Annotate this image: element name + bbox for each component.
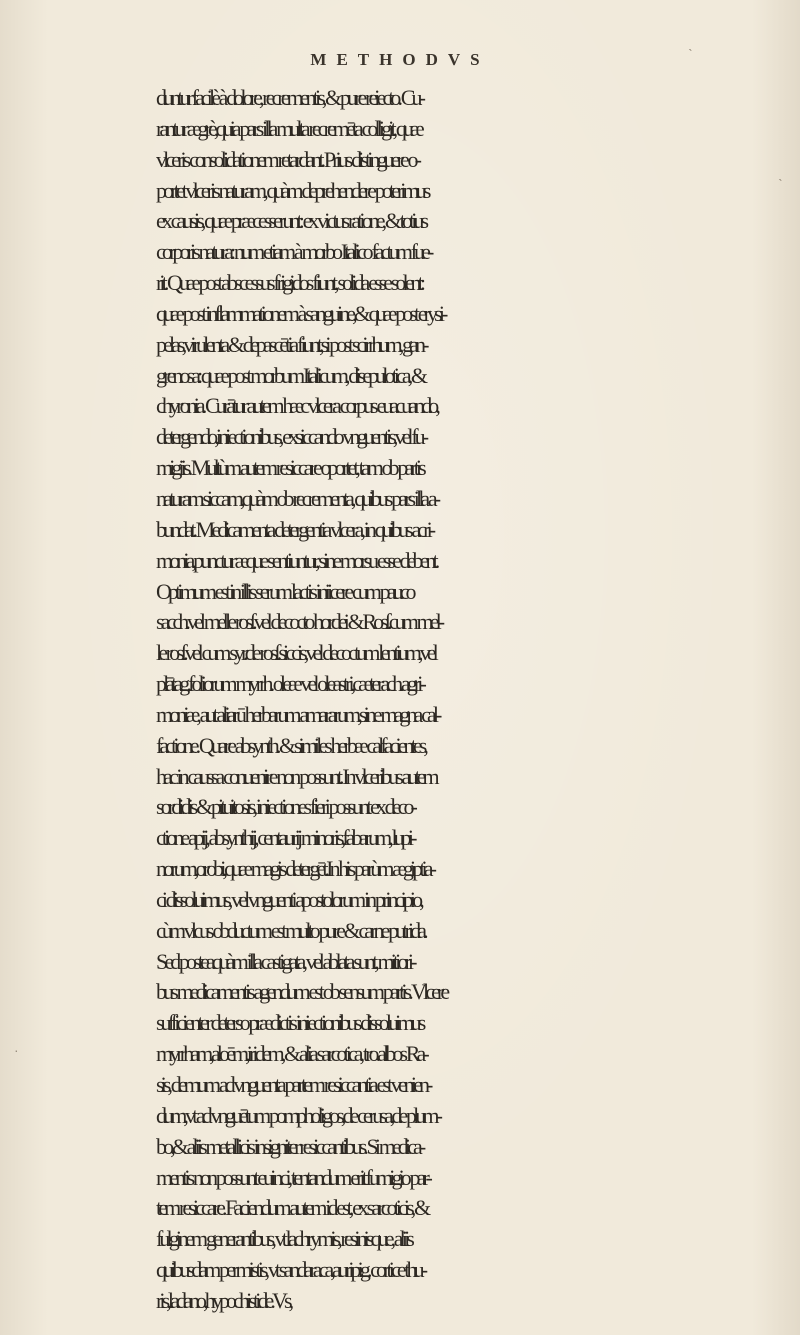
text-line: moniæ, aut aliarū herbarum amararum,sine magna cal- (156, 701, 439, 727)
text-line: monia,punctur æque sentiuntur, sine morsu esse debent. (156, 547, 437, 573)
text-line: hac in caussa conuenire non possunt. In vlceribus autem (156, 763, 436, 789)
text-line: sordidis & pituitosis, iniectiones fieri possunt ex deco- (156, 794, 414, 820)
text-line: dum,vt ad vnguētum pompholigos,de cerusa,de plum- (156, 1102, 440, 1128)
text-line: rit. Quæ post abscessus frigidos fiunt, solida esse solent: (156, 270, 423, 296)
text-line: Sed posteaquàm illa castigata, vel ablata sunt, mitiori- (156, 948, 414, 974)
text-line: le rosſ.vel cum syr.de rosſ.siccis,vel decoctum lentium,vel (156, 640, 435, 666)
text-line: ctione apij, absynthij, centaurij minoris,fabarum, lupi- (156, 825, 414, 851)
text-line: norum,orobi,quæ magis detergēt.In his parùm ægiptia- (156, 856, 434, 882)
text-line: ci dissoluimus, vel vnguenti apostolorum in principio, (156, 886, 421, 912)
text-line: quibusdam permistis, vt sandaraca,auripig. cortice thu- (156, 1257, 425, 1283)
text-line: mentis non possunt euinci, tentandum erit fumigio par- (156, 1164, 429, 1190)
text-line: bundat. Medicamenta detergentia vlcera, in quibus acri- (156, 516, 433, 542)
text-line: chyronia. Curātur autem hæc vlcera corpus euacuando, (156, 393, 438, 419)
text-line: bus medicamentis agendum est ob sensum partis. Vlcere (156, 979, 447, 1005)
text-line: tem resiccare. Faciendum autem id est, ex sarcoticis, & (156, 1195, 428, 1221)
text-line: bo,& aliis metallicis insigniter resiccantibus. Si medica- (156, 1133, 423, 1159)
text-line: corporis natura: num etiam à morbo Italico factum fue- (156, 239, 431, 265)
text-line: myrrham,aloēm,iridem, & alia sarcotica, tro.albos Ra- (156, 1041, 426, 1067)
text-line: portet vlceris naturam, quàm deprehendere poterimus (156, 177, 428, 203)
body-text (156, 83, 796, 1317)
running-head: METHODVS (310, 50, 490, 69)
text-line: vlceris consolidationem retardant. Prius distinguere o- (156, 146, 419, 172)
text-line: pelas,virulenta & depascētia fiunt,si post scirrhum, gan- (156, 331, 426, 357)
text-line: plātag.foliorum myrrh. oleæ vel oleastri,cæterach.agri- (156, 671, 423, 697)
text-line: naturam siccam,quàm ob recrementa, quibus pars illa a- (156, 485, 438, 511)
text-line: sis, demum ad vnguenta partem resiccantia est venien- (156, 1072, 430, 1097)
text-line: ris,ladano,hypochistide.Vs, (156, 1287, 291, 1313)
margin-speck: · (14, 1042, 19, 1058)
text-line: Optimum est in illis serum lactis iniicere cum pauco (156, 578, 413, 604)
margin-speck: ˴ (688, 40, 693, 56)
text-line: cùm vlcus obductum est multo pure & carne putrida. (156, 917, 425, 943)
text-line: migiis. Multùm autem resiccare oportet, tam ob partis (156, 455, 423, 481)
text-line: rantur ægrè,quia pars illa multa recremēta colligit, quæ (156, 115, 421, 141)
text-line: detergendo,iniectionibus, exsiccando vnguentis,vel fu- (156, 424, 426, 450)
text-line: duntur facilè à dolore, recrementis, & pure reiecto. Cu- (156, 85, 423, 110)
text-line: factione. Quare absynth. & similes herbæ calfacientes, (156, 732, 425, 758)
text-line: quæ post inflammationem à sanguine,& quæ post erysi- (156, 300, 445, 326)
margin-speck: ˴ (778, 170, 783, 186)
text-line: sacch.vel melle rosſ.vel decocto hordei & Rosſ.cum mel- (156, 609, 442, 635)
text-line: sufficienter deterso prædictis iniectionibus dissoluimus (156, 1010, 423, 1036)
text-line: fulginem generantibus, vt lachrymis, resinisque, aliis (156, 1226, 411, 1252)
text-line: ex causis, quæ præcesserunt: ex victus ratione, & totius (156, 208, 426, 234)
text-line: grenosa: quæ post morbum Italicum, disepulotica, & (156, 362, 425, 388)
